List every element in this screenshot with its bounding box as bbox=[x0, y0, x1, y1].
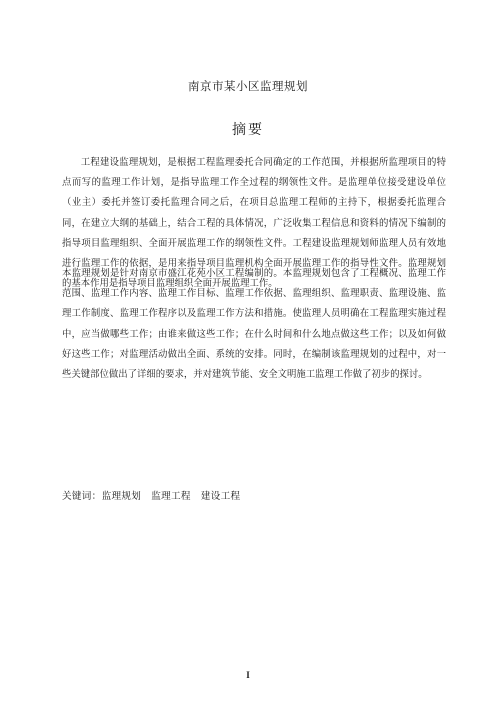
document-title: 南京市某小区监理规划 bbox=[188, 79, 308, 93]
keywords-line: 关键词：监理规划 监理工程 建设工程 bbox=[62, 491, 241, 502]
abstract-paragraph-1: 工程建设监理规划，是根据工程监理委托合同确定的工作范围，并根据所监理项目的特点而写的监理工作计划，是指导监理工作全过程的纲领性文件。是监理单位接受建设单位（业主）委托并签订委托监理合同之后，在项目总监理工程师的主持下，根据委托监理合同，在建立大纲的基础上，结合工程的具体情况，广泛收集工程信息和资料的情况下编制的指导项目监理组织、全面开展监理工作的纲领性文件。工程建设监理规划师监理人员有效地进行监理工作的依据，是用来指导项目监理机构全面开展监理工作的指导性文件。监理规划的基本作用是指导项目监理组织全面开展监理工作。 bbox=[62, 157, 446, 290]
abstract-heading: 摘要 bbox=[232, 122, 264, 138]
page-number: I bbox=[246, 670, 250, 680]
abstract-paragraph-2: 本监理规划是针对南京市盛江花苑小区工程编制的。本监理规划包含了工程概况、监理工作范围、监理工作内容、监理工作目标、监理工作依据、监理组织、监理职责、监理设施、监理工作制度、监理工作程序以及监理工作方法和措施。使监理人员明确在工程监理实施过程中，应当做哪些工作；由谁来做这些工作；在什么时间和什么地点做这些工作；以及如何做好这些工作；对监理活动做出全面、系统的安排。同时，在编制该监理规划的过程中，对一些关键部位做出了详细的要求，并对建筑节能、安全文明施工监理工作做了初步的探讨。 bbox=[62, 268, 446, 381]
